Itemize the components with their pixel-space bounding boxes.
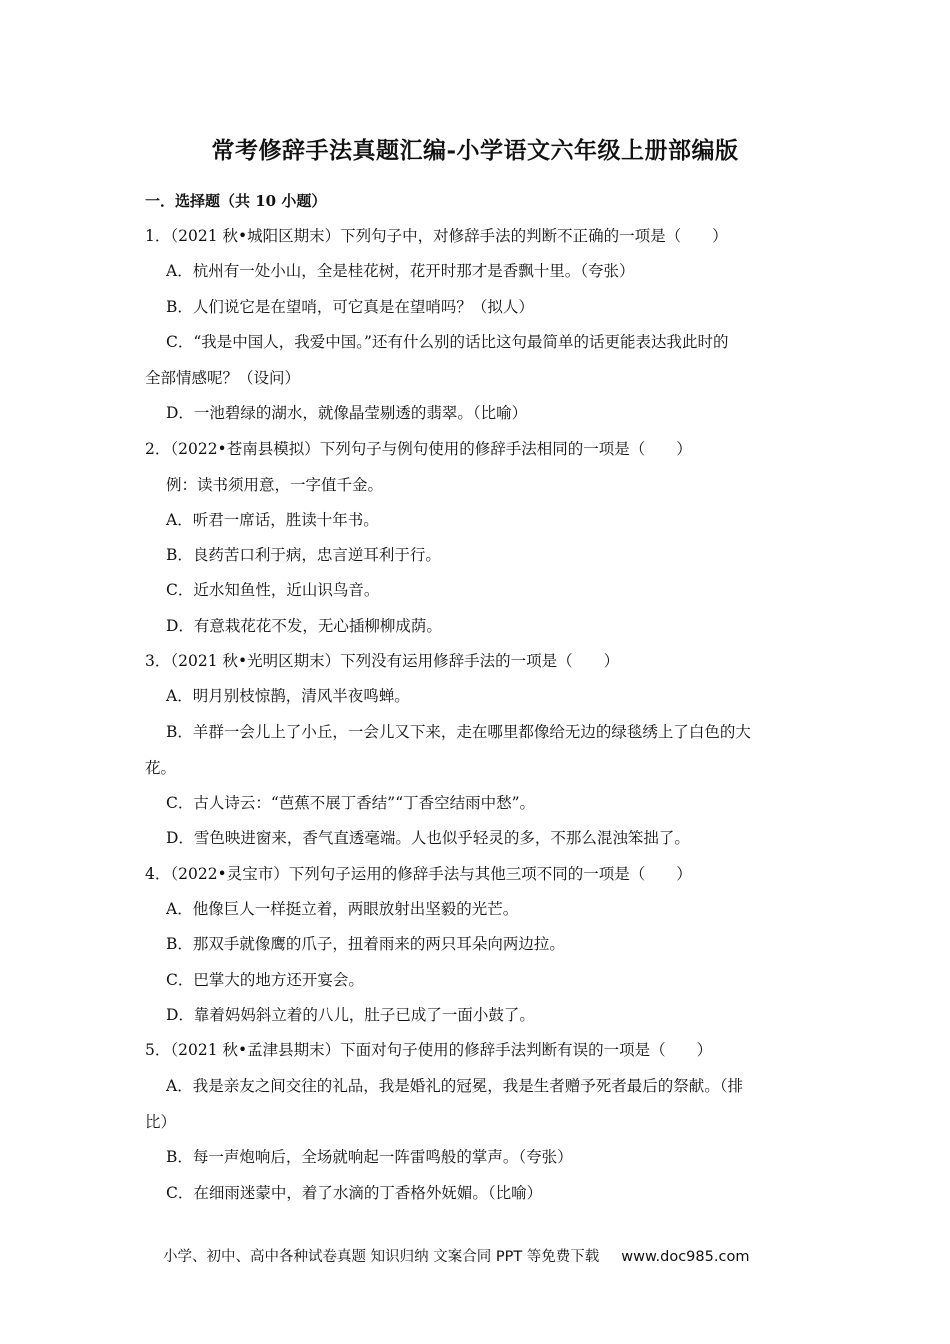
question-5-option-a: A．我是亲友之间交往的礼品，我是婚礼的冠冕，我是生者赠予死者最后的祭献。（排 [166, 1077, 743, 1095]
page-title: 常考修辞手法真题汇编-小学语文六年级上册部编版 [211, 137, 739, 164]
question-5-option-b: B．每一声炮响后，全场就响起一阵雷鸣般的掌声。（夸张） [166, 1148, 573, 1166]
question-1-option-c: C．“我是中国人，我爱中国。”还有什么别的话比这句最简单的话更能表达我此时的 [166, 333, 729, 351]
question-3-stem: 3．（2021 秋•光明区期末）下列没有运用修辞手法的一项是（ ） [145, 652, 620, 670]
question-5-option-a-cont: 比） [145, 1113, 177, 1131]
question-1-option-a: A．杭州有一处小山，全是桂花树，花开时那才是香飘十里。（夸张） [166, 262, 635, 280]
question-1-stem: 1．（2021 秋•城阳区期末）下列句子中，对修辞手法的判断不正确的一项是（ ） [145, 227, 728, 245]
question-2-stem: 2．（2022•苍南县模拟）下列句子与例句使用的修辞手法相同的一项是（ ） [145, 440, 692, 458]
question-3-option-b-cont: 花。 [145, 759, 177, 777]
question-1-option-c-cont: 全部情感呢？（设问） [145, 369, 301, 387]
question-5-stem: 5．（2021 秋•孟津县期末）下面对句子使用的修辞手法判断有误的一项是（ ） [145, 1041, 713, 1059]
question-2-option-d: D．有意栽花花不发，无心插柳柳成荫。 [166, 617, 442, 635]
question-2-example: 例：读书须用意，一字值千金。 [166, 476, 384, 494]
question-2-option-a: A．听君一席话，胜读十年书。 [166, 511, 379, 529]
question-5-option-c: C．在细雨迷蒙中，着了水滴的丁香格外妩媚。（比喻） [166, 1184, 543, 1202]
section-heading: 一．选择题（共 10 小题） [145, 192, 327, 210]
footer-text: 小学、初中、高中各种试卷真题 知识归纳 文案合同 PPT 等免费下载 [163, 1249, 600, 1265]
page-footer [163, 1245, 749, 1266]
question-1-option-b: B．人们说它是在望哨，可它真是在望哨吗？（拟人） [166, 298, 534, 316]
question-2-option-c: C．近水知鱼性，近山识鸟音。 [166, 581, 380, 599]
question-2-option-b: B．良药苦口利于病，忠言逆耳利于行。 [166, 546, 441, 564]
question-3-option-b: B．羊群一会儿上了小丘，一会儿又下来，走在哪里都像给无边的绿毯绣上了白色的大 [166, 723, 751, 741]
question-3-option-d: D．雪色映进窗来，香气直透毫端。人也似乎轻灵的多，不那么混浊笨拙了。 [166, 829, 690, 847]
question-4-option-a: A．他像巨人一样挺立着，两眼放射出坚毅的光芒。 [166, 900, 519, 918]
question-3-option-c: C．古人诗云：“芭蕉不展丁香结”“丁香空结雨中愁”。 [166, 794, 536, 812]
question-4-option-d: D．靠着妈妈斜立着的八儿，肚子已成了一面小鼓了。 [166, 1006, 535, 1024]
question-4-option-c: C．巴掌大的地方还开宴会。 [166, 971, 364, 989]
question-1-option-d: D．一池碧绿的湖水，就像晶莹剔透的翡翠。（比喻） [166, 404, 528, 422]
question-4-stem: 4．（2022•灵宝市）下列句子运用的修辞手法与其他三项不同的一项是（ ） [145, 865, 692, 883]
footer-url-link[interactable]: www.doc985.com [621, 1249, 750, 1265]
question-4-option-b: B．那双手就像鹰的爪子，扭着雨来的两只耳朵向两边拉。 [166, 935, 565, 953]
question-3-option-a: A．明月别枝惊鹊，清风半夜鸣蝉。 [166, 687, 410, 705]
